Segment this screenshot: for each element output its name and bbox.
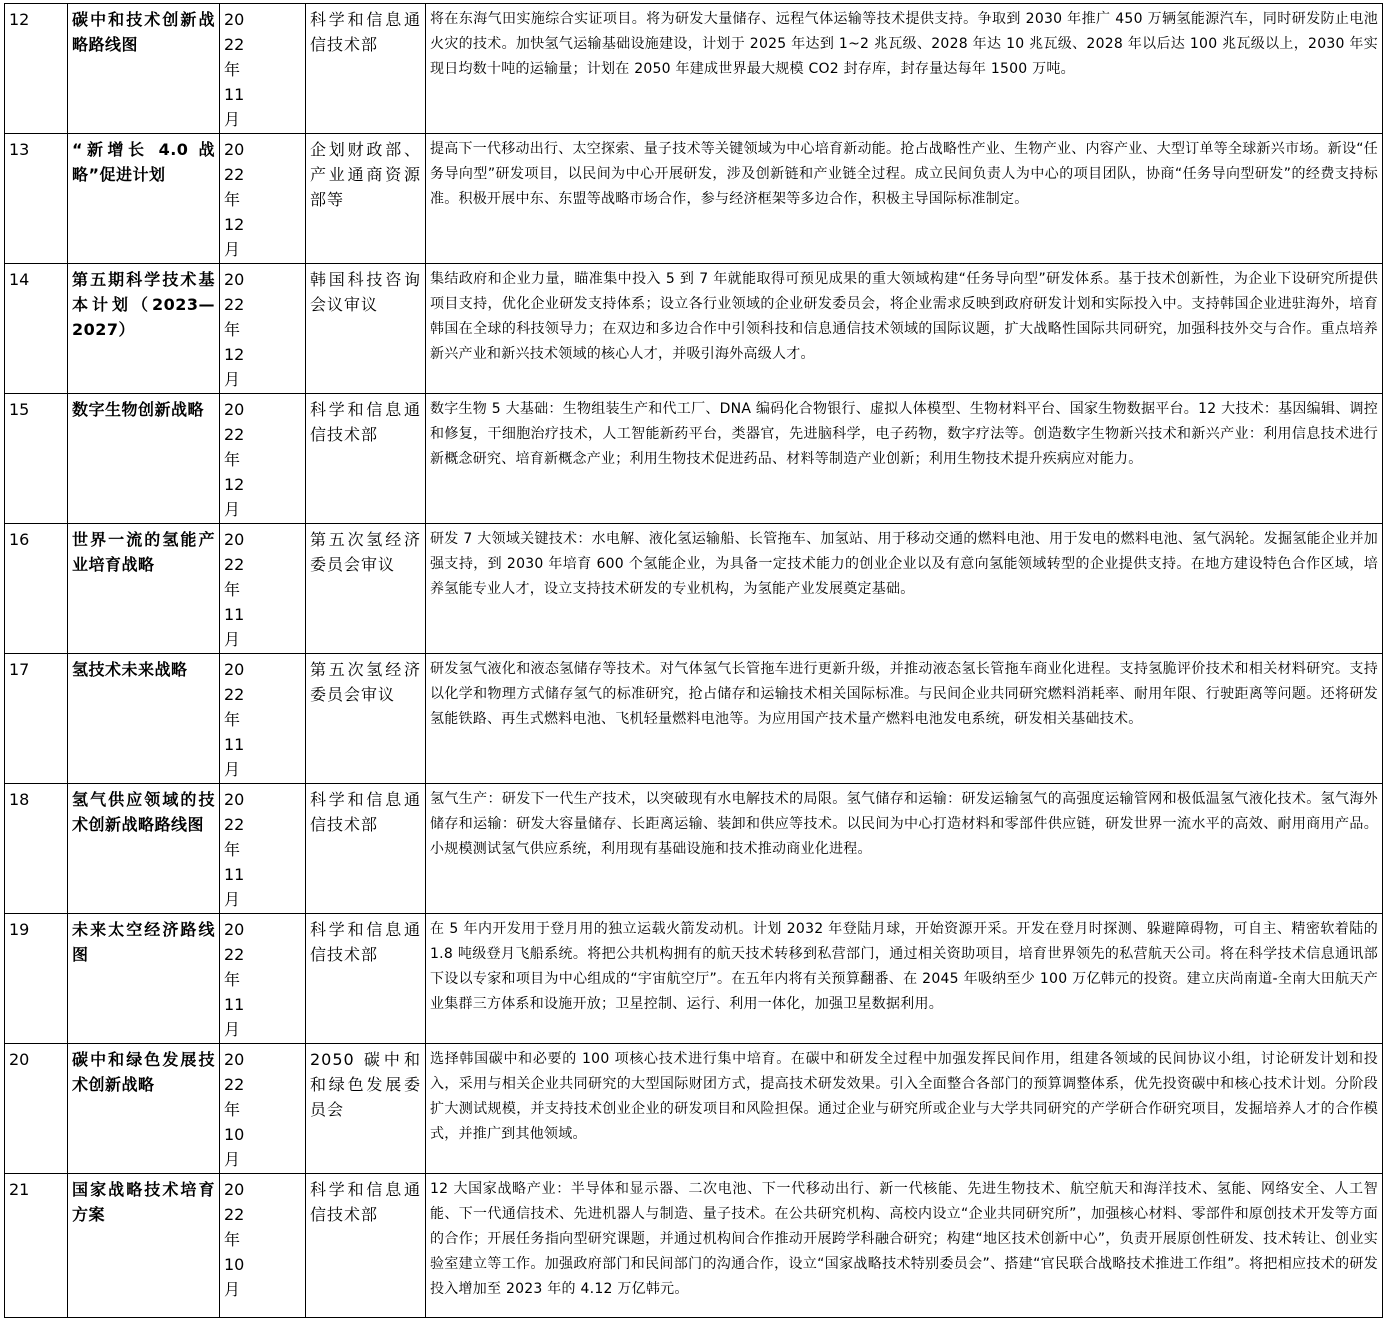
strategy-content: 12 大国家战略产业：半导体和显示器、二次电池、下一代移动出行、新一代核能、先进生物技术、航空航天和海洋技术、氢能、网络安全、人工智能、下一代通信技术、先进机器人与制造、量子技术。在公共研究机构、高校内设立“企业共同研究所”，加强核心材料、零部件和原创技术开发等方面的合作；开展任务指向型研究课题，并通过机构间合作推动开展跨学科融合研究；构建“地区技术创新中心”，负责开展原创性研发、技术转让、创业实验室建立等工作。加强政府部门和民间部门的沟通合作，设立“国家战略技术特别委员会”、搭建“官民联合战略技术推进工作组”。将把相应技术的研发投入增加至 2023 年的 4.12 万亿韩元。: [426, 1174, 1383, 1318]
row-number: 20: [5, 1044, 68, 1174]
strategy-name: 国家战略技术培育方案: [68, 1174, 220, 1318]
strategy-content: 氢气生产：研发下一代生产技术，以突破现有水电解技术的局限。氢气储存和运输：研发运输氢气的高强度运输管网和极低温氢气液化技术。氢气海外储存和运输：研发大容量储存、长距离运输、装卸和供应等技术。以民间为中心打造材料和零部件供应链，研发世界一流水平的高效、耐用商用产品。小规模测试氢气供应系统，利用现有基础设施和技术推动商业化进程。: [426, 784, 1383, 914]
table-row: [5, 4, 1383, 134]
strategy-table: [4, 3, 1383, 1318]
strategy-content: 选择韩国碳中和必要的 100 项核心技术进行集中培育。在碳中和研发全过程中加强发挥民间作用，组建各领域的民间协议小组，讨论研发计划和投入，采用与相关企业共同研究的大型国际财团方式，提高技术研发效果。引入全面整合各部门的预算调整体系，优先投资碳中和核心技术计划。分阶段扩大测试规模，并支持技术创业企业的研发项目和风险担保。通过企业与研究所或企业与大学共同研究的产学研合作研究项目，发掘培养人才的合作模式，并推广到其他领域。: [426, 1044, 1383, 1174]
release-date: 2022年12月: [220, 394, 306, 524]
department: 科学和信息通信技术部: [306, 1174, 426, 1318]
department: 科学和信息通信技术部: [306, 394, 426, 524]
department: 企划财政部、产业通商资源部等: [306, 134, 426, 264]
department: 第五次氢经济委员会审议: [306, 524, 426, 654]
department: 科学和信息通信技术部: [306, 784, 426, 914]
table-row: [5, 914, 1383, 1044]
row-number: 13: [5, 134, 68, 264]
strategy-name: 氢技术未来战略: [68, 654, 220, 784]
strategy-content: 数字生物 5 大基础：生物组装生产和代工厂、DNA 编码化合物银行、虚拟人体模型、生物材料平台、国家生物数据平台。12 大技术：基因编辑、调控和修复，干细胞治疗技术，人工智能新药平台，类器官，先进脑科学，电子药物，数字疗法等。创造数字生物新兴技术和新兴产业：利用信息技术进行新概念研究、培育新概念产业；利用生物技术促进药品、材料等制造产业创新；利用生物技术提升疾病应对能力。: [426, 394, 1383, 524]
strategy-name: “新增长 4.0 战略”促进计划: [68, 134, 220, 264]
release-date: 2022年12月: [220, 134, 306, 264]
strategy-content: 集结政府和企业力量，瞄准集中投入 5 到 7 年就能取得可预见成果的重大领域构建“任务导向型”研发体系。基于技术创新性，为企业下设研究所提供项目支持，优化企业研发支持体系；设立各行业领域的企业研发委员会，将企业需求反映到政府研发计划和实际投入中。支持韩国企业进驻海外，培育韩国在全球的科技领导力；在双边和多边合作中引领科技和信息通信技术领域的国际议题，扩大战略性国际共同研究，加强科技外交与合作。重点培养新兴产业和新兴技术领域的核心人才，并吸引海外高级人才。: [426, 264, 1383, 394]
table-row: [5, 394, 1383, 524]
table-row: [5, 784, 1383, 914]
row-number: 14: [5, 264, 68, 394]
strategy-name: 未来太空经济路线图: [68, 914, 220, 1044]
row-number: 12: [5, 4, 68, 134]
strategy-content: 研发 7 大领域关键技术：水电解、液化氢运输船、长管拖车、加氢站、用于移动交通的燃料电池、用于发电的燃料电池、氢气涡轮。发掘氢能企业并加强支持，到 2030 年培育 600 个氢能企业，为具备一定技术能力的创业企业以及有意向氢能领域转型的企业提供支持。在地方建设特色合作区域，培养氢能专业人才，设立支持技术研发的专业机构，为氢能产业发展奠定基础。: [426, 524, 1383, 654]
strategy-name: 世界一流的氢能产业培育战略: [68, 524, 220, 654]
department: 科学和信息通信技术部: [306, 914, 426, 1044]
table-row: [5, 134, 1383, 264]
department: 2050 碳中和和绿色发展委员会: [306, 1044, 426, 1174]
strategy-content: 提高下一代移动出行、太空探索、量子技术等关键领域为中心培育新动能。抢占战略性产业、生物产业、内容产业、大型订单等全球新兴市场。新设“任务导向型”研发项目，以民间为中心开展研发，涉及创新链和产业链全过程。成立民间负责人为中心的项目团队，协商“任务导向型研发”的经费支持标准。积极开展中东、东盟等战略市场合作，参与经济框架等多边合作，积极主导国际标准制定。: [426, 134, 1383, 264]
department: 第五次氢经济委员会审议: [306, 654, 426, 784]
release-date: 2022年11月: [220, 654, 306, 784]
strategy-content: 研发氢气液化和液态氢储存等技术。对气体氢气长管拖车进行更新升级，并推动液态氢长管拖车商业化进程。支持氢脆评价技术和相关材料研究。支持以化学和物理方式储存氢气的标准研究，抢占储存和运输技术相关国际标准。与民间企业共同研究燃料消耗率、耐用年限、行驶距离等问题。还将研发氢能铁路、再生式燃料电池、飞机轻量燃料电池等。为应用国产技术量产燃料电池发电系统，研发相关基础技术。: [426, 654, 1383, 784]
strategy-content: 将在东海气田实施综合实证项目。将为研发大量储存、远程气体运输等技术提供支持。争取到 2030 年推广 450 万辆氢能源汽车，同时研发防止电池火灾的技术。加快氢气运输基础设施建设，计划于 2025 年达到 1~2 兆瓦级、2028 年达 10 兆瓦级、2028 年以后达 100 兆瓦级以上，2030 年实现日均数十吨的运输量；计划在 2050 年建成世界最大规模 CO2 封存库，封存量达每年 1500 万吨。: [426, 4, 1383, 134]
strategy-name: 数字生物创新战略: [68, 394, 220, 524]
table-row: [5, 524, 1383, 654]
table-row: [5, 1044, 1383, 1174]
strategy-name: 氢气供应领域的技术创新战略路线图: [68, 784, 220, 914]
table-row: [5, 1174, 1383, 1318]
table-row: [5, 264, 1383, 394]
release-date: 2022年10月: [220, 1044, 306, 1174]
row-number: 21: [5, 1174, 68, 1318]
department: 韩国科技咨询会议审议: [306, 264, 426, 394]
release-date: 2022年12月: [220, 264, 306, 394]
row-number: 19: [5, 914, 68, 1044]
release-date: 2022年11月: [220, 524, 306, 654]
row-number: 15: [5, 394, 68, 524]
release-date: 2022年11月: [220, 4, 306, 134]
strategy-content: 在 5 年内开发用于登月用的独立运载火箭发动机。计划 2032 年登陆月球，开始资源开采。开发在登月时探测、躲避障碍物，可自主、精密软着陆的 1.8 吨级登月飞船系统。将把公共机构拥有的航天技术转移到私营部门，通过相关资助项目，培育世界领先的私营航天公司。将在科学技术信息通讯部下设以专家和项目为中心组成的“宇宙航空厅”。在五年内将有关预算翻番、在 2045 年吸纳至少 100 万亿韩元的投资。建立庆尚南道-全南大田航天产业集群三方体系和设施开放；卫星控制、运行、利用一体化，加强卫星数据利用。: [426, 914, 1383, 1044]
department: 科学和信息通信技术部: [306, 4, 426, 134]
release-date: 2022年11月: [220, 784, 306, 914]
strategy-name: 碳中和绿色发展技术创新战略: [68, 1044, 220, 1174]
table-row: [5, 654, 1383, 784]
row-number: 17: [5, 654, 68, 784]
strategy-name: 第五期科学技术基本计划（2023—2027）: [68, 264, 220, 394]
row-number: 16: [5, 524, 68, 654]
row-number: 18: [5, 784, 68, 914]
release-date: 2022年11月: [220, 914, 306, 1044]
strategy-name: 碳中和技术创新战略路线图: [68, 4, 220, 134]
release-date: 2022年10月: [220, 1174, 306, 1318]
